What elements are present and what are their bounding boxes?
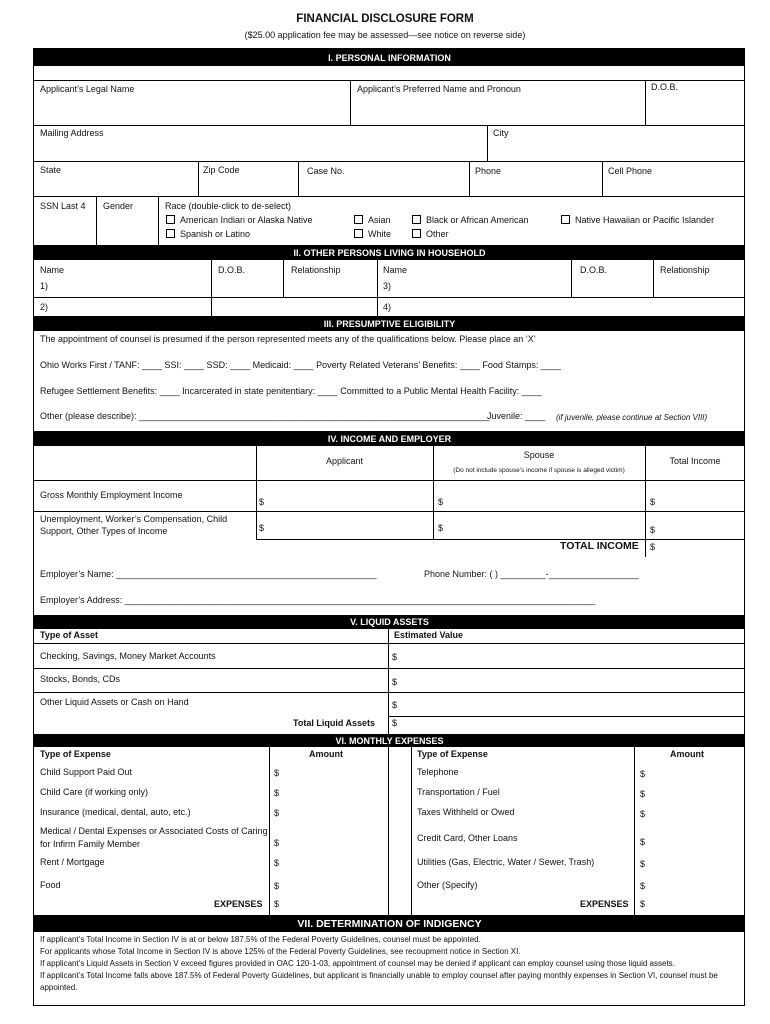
presumptive-other: Other (please describe): ______________________________________________________________________ — [40, 411, 490, 421]
dollar-sign: $ — [392, 700, 398, 710]
divider — [411, 747, 412, 915]
household-row-1: 1) — [40, 281, 49, 291]
expense-left-label: Child Care (if working only) — [40, 787, 149, 797]
form-subtitle: ($25.00 application fee may be assessed—see notice on reverse side) — [244, 30, 526, 40]
indigency-text — [40, 934, 745, 994]
expense-right-label: Other (Specify) — [417, 880, 478, 890]
col-header-type-of-expense: Type of Expense — [417, 749, 488, 759]
dollar-sign: $ — [640, 881, 646, 891]
section-header-personal: I. PERSONAL INFORMATION — [34, 49, 745, 66]
household-row-4: 4) — [383, 302, 392, 312]
divider — [469, 161, 470, 196]
divider — [34, 125, 745, 126]
asset-row-label: Other Liquid Assets or Cash on Hand — [40, 697, 189, 707]
option-label: Other — [426, 229, 449, 239]
checkbox[interactable] — [412, 229, 421, 238]
field-label-dob: D.O.B. — [651, 82, 679, 92]
col-header-amount: Amount — [670, 749, 704, 759]
asset-row-label: Checking, Savings, Money Market Accounts — [40, 651, 216, 661]
checkbox[interactable] — [561, 215, 570, 224]
col-header-dob: D.O.B. — [580, 265, 608, 275]
dollar-sign: $ — [438, 497, 444, 507]
divider — [602, 161, 603, 196]
col-header-applicant: Applicant — [325, 456, 364, 466]
divider — [388, 747, 389, 915]
option-label: Spanish or Latino — [180, 229, 251, 239]
divider — [211, 260, 212, 316]
row-label-gross-monthly: Gross Monthly Employment Income — [40, 490, 183, 500]
expense-left-label: Rent / Mortgage — [40, 857, 105, 867]
dollar-sign: $ — [274, 858, 280, 868]
col-header-dob: D.O.B. — [218, 265, 246, 275]
option-label: American Indian or Alaska Native — [180, 215, 313, 225]
option-label: Black or African American — [426, 215, 529, 225]
expenses-total-label: EXPENSES — [214, 899, 263, 909]
field-label-cell-phone: Cell Phone — [608, 166, 653, 176]
divider — [198, 161, 199, 196]
divider — [34, 668, 745, 669]
field-label-legal-name: Applicant’s Legal Name — [40, 84, 135, 94]
field-label-phone: Phone — [475, 166, 502, 176]
dollar-sign: $ — [392, 718, 398, 728]
divider — [377, 260, 378, 316]
expense-right-label: Credit Card, Other Loans — [417, 833, 518, 843]
col-header-spouse: Spouse — [523, 450, 555, 460]
spouse-note: (Do not include spouse’s income if spouse is alleged victim) — [453, 467, 625, 474]
col-header-relationship: Relationship — [291, 265, 341, 275]
expense-right-label: Telephone — [417, 767, 459, 777]
expense-right-label: Taxes Withheld or Owed — [417, 807, 515, 817]
field-label-ssn-last-4: SSN Last 4 — [40, 201, 86, 211]
col-header-amount: Amount — [309, 749, 343, 759]
total-income-label: TOTAL INCOME — [560, 540, 639, 552]
race-option-white[interactable] — [354, 229, 391, 240]
race-option-other[interactable] — [412, 229, 449, 240]
row-label-unemployment: Unemployment, Worker’s Compensation, Child Support, Other Types of Income — [40, 514, 228, 536]
checkbox[interactable] — [412, 215, 421, 224]
juvenile-note: (if juvenile, please continue at Section VIII) — [556, 413, 708, 422]
col-header-name: Name — [40, 265, 65, 275]
section-header-income: IV. INCOME AND EMPLOYER — [34, 431, 745, 446]
divider — [34, 480, 745, 481]
divider — [388, 629, 389, 734]
field-label-gender: Gender — [103, 201, 134, 211]
col-header-total-income: Total Income — [669, 456, 721, 466]
divider — [350, 80, 351, 125]
divider — [388, 716, 745, 717]
indigency-line: For applicants whose Total Income in Section IV is above 125% of the Federal Poverty Guidelines, see recoupment notice in Section XI. — [40, 947, 521, 956]
expenses-total-label: EXPENSES — [580, 899, 629, 909]
col-header-estimated-value: Estimated Value — [394, 630, 464, 640]
col-header-name: Name — [383, 265, 408, 275]
dollar-sign: $ — [274, 899, 280, 909]
presumptive-line-1: Ohio Works First / TANF: ____ SSI: ____ SSD: ____ Medicaid: ____ Poverty Related Veterans’ Benefits: ____ Food Stamps: ____ — [40, 360, 561, 370]
divider — [34, 196, 745, 197]
race-option-american-indian[interactable] — [166, 215, 313, 226]
dollar-sign: $ — [640, 859, 646, 869]
household-row-2: 2) — [40, 302, 49, 312]
dollar-sign: $ — [640, 899, 646, 909]
option-label: White — [368, 229, 392, 239]
divider — [158, 196, 159, 245]
checkbox[interactable] — [354, 215, 363, 224]
divider — [645, 80, 646, 125]
race-option-spanish-latino[interactable] — [166, 229, 250, 240]
expense-left-label: Food — [40, 880, 61, 890]
indigency-line: If applicant’s Total Income in Section IV is at or below 187.5% of the Federal Poverty Guidelines, counsel must be appointed. — [40, 935, 481, 944]
presumptive-line-2: Refugee Settlement Benefits: ____ Incarcerated in state penitentiary: ____ Committed to a Public Mental Health Facility: ____ — [40, 386, 542, 396]
presumptive-intro: The appointment of counsel is presumed if the person represented meets any of the qualifications below. Please place an ‘X’ — [40, 334, 536, 344]
field-label-zip-code: Zip Code — [203, 165, 240, 175]
checkbox[interactable] — [166, 229, 175, 238]
divider — [653, 260, 654, 297]
field-label-case-no: Case No. — [307, 166, 345, 176]
divider — [298, 161, 299, 196]
divider — [96, 196, 97, 245]
divider — [34, 511, 745, 512]
indigency-line: If applicant’s Total Income falls above 187.5% of Federal Poverty Guidelines, but applicant is financially unable to employ counsel after paying monthly expenses in Section VI, counsel must be appointed. — [40, 971, 718, 992]
divider — [634, 747, 635, 915]
field-label-preferred-name: Applicant’s Preferred Name and Pronoun — [357, 84, 521, 94]
race-option-native-hawaiian[interactable] — [561, 215, 714, 226]
dollar-sign: $ — [650, 497, 656, 507]
divider — [34, 80, 745, 81]
checkbox[interactable] — [354, 229, 363, 238]
employer-phone-line: Phone Number: ( ) _________-__________________ — [424, 569, 639, 579]
dollar-sign: $ — [274, 881, 280, 891]
divider — [256, 539, 745, 540]
dollar-sign: $ — [640, 837, 646, 847]
dollar-sign: $ — [640, 809, 646, 819]
expense-left-label: Insurance (medical, dental, auto, etc.) — [40, 807, 191, 817]
dollar-sign: $ — [438, 523, 444, 533]
section-header-liquid-assets: V. LIQUID ASSETS — [34, 615, 745, 629]
divider — [34, 161, 745, 162]
col-header-relationship: Relationship — [660, 265, 710, 275]
dollar-sign: $ — [259, 523, 265, 533]
asset-row-label: Stocks, Bonds, CDs — [40, 674, 121, 684]
section-header-indigency: VII. DETERMINATION OF INDIGENCY — [34, 915, 745, 932]
dollar-sign: $ — [392, 677, 398, 687]
divider — [269, 747, 270, 915]
dollar-sign: $ — [274, 838, 280, 848]
dollar-sign: $ — [392, 652, 398, 662]
dollar-sign: $ — [259, 497, 265, 507]
divider — [283, 260, 284, 297]
col-header-type-of-expense: Type of Expense — [40, 749, 111, 759]
field-label-state: State — [40, 165, 62, 175]
checkbox[interactable] — [166, 215, 175, 224]
household-row-3: 3) — [383, 281, 392, 291]
expense-right-label: Utilities (Gas, Electric, Water / Sewer, Trash) — [417, 857, 595, 867]
section-header-household: II. OTHER PERSONS LIVING IN HOUSEHOLD — [34, 245, 745, 260]
divider — [487, 125, 488, 161]
race-option-black[interactable] — [412, 215, 529, 226]
expense-right-label: Transportation / Fuel — [417, 787, 500, 797]
field-label-mailing-address: Mailing Address — [40, 128, 104, 138]
divider — [34, 643, 745, 644]
option-label: Native Hawaiian or Pacific Islander — [575, 215, 715, 225]
divider — [571, 260, 572, 297]
employer-address-line: Employer’s Address: ______________________________________________________________________________________________ — [40, 595, 596, 605]
option-label: Asian — [368, 215, 391, 225]
section-header-monthly-expenses: VI. MONTHLY EXPENSES — [34, 734, 745, 747]
dollar-sign: $ — [650, 542, 656, 552]
field-label-city: City — [493, 128, 509, 138]
total-liquid-assets-label: Total Liquid Assets — [293, 718, 376, 728]
dollar-sign: $ — [274, 788, 280, 798]
divider — [34, 692, 745, 693]
presumptive-juvenile: Juvenile: ____ — [487, 411, 546, 421]
employer-name-line: Employer’s Name: ____________________________________________________ — [40, 569, 377, 579]
section-header-presumptive: III. PRESUMPTIVE ELIGIBILITY — [34, 316, 745, 331]
race-option-asian[interactable] — [354, 215, 391, 226]
indigency-line: If applicant’s Liquid Assets in Section V exceed figures provided in OAC 120-1-03, appointment of counsel may be denied if applicant can employ counsel using those liquid assets. — [40, 959, 675, 968]
expense-left-label: Medical / Dental Expenses or Associated Costs of Caring for Infirm Family Member — [40, 826, 268, 849]
dollar-sign: $ — [640, 789, 646, 799]
divider — [34, 297, 745, 298]
dollar-sign: $ — [650, 525, 656, 535]
dollar-sign: $ — [274, 768, 280, 778]
dollar-sign: $ — [274, 808, 280, 818]
form-title: FINANCIAL DISCLOSURE FORM — [296, 13, 474, 25]
expense-left-label: Child Support Paid Out — [40, 767, 133, 777]
dollar-sign: $ — [640, 769, 646, 779]
field-label-race: Race (double-click to de-select) — [165, 201, 292, 211]
col-header-type-of-asset: Type of Asset — [40, 630, 99, 640]
